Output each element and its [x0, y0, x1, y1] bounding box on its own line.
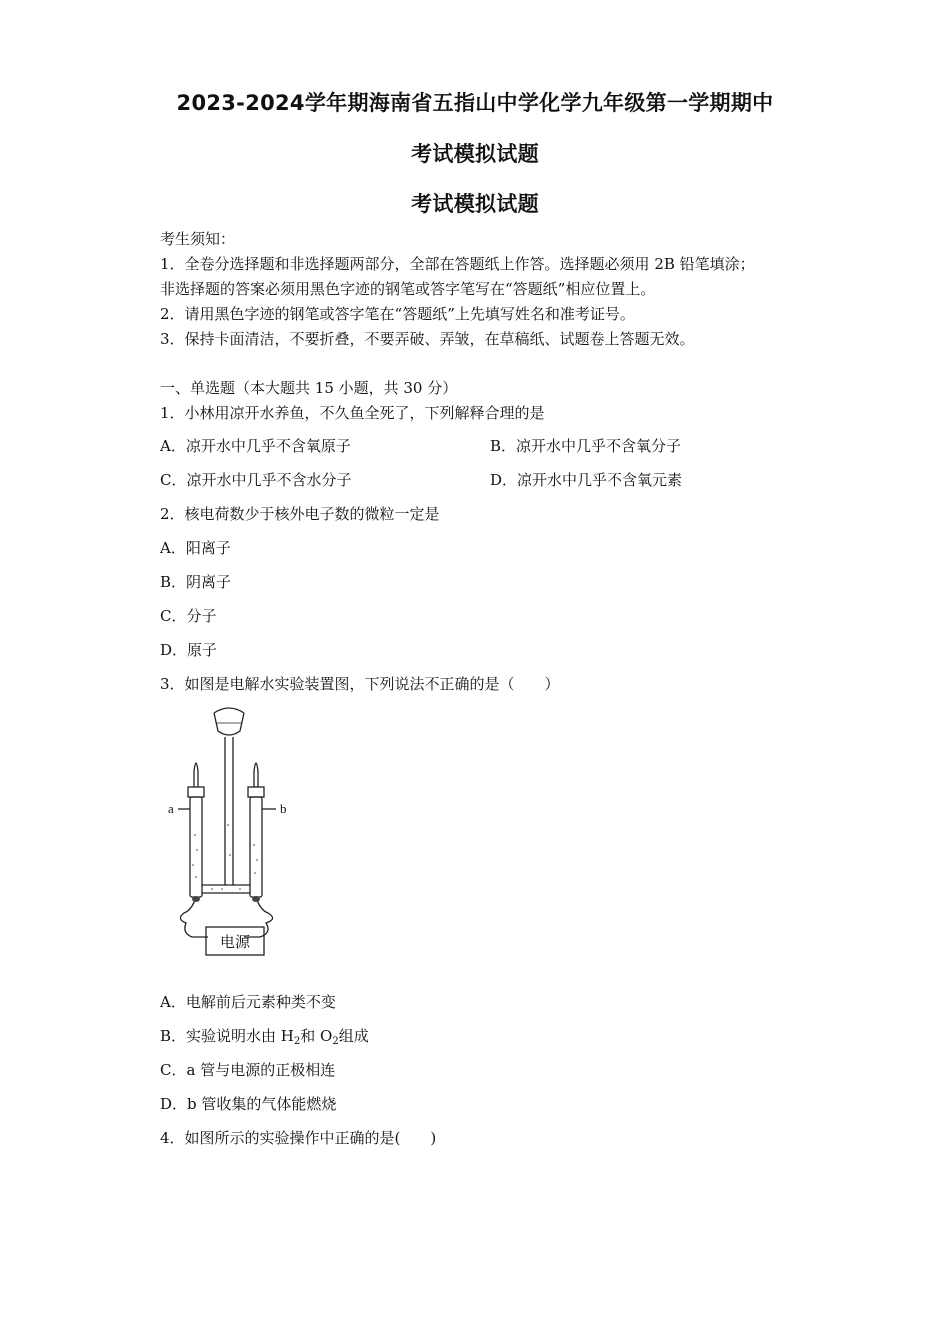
q1-stem: 1．小林用凉开水养鱼，不久鱼全死了，下列解释合理的是 [160, 404, 545, 422]
q3-option-b-sub1: 2 [293, 1036, 301, 1047]
notice-heading: 考生须知： [160, 230, 236, 248]
notice-item-3: 3．保持卡面清洁，不要折叠，不要弄破、弄皱，在草稿纸、试题卷上答题无效。 [160, 330, 695, 348]
q3-option-b-mid: 和 O [300, 1027, 333, 1045]
electrolysis-apparatus-figure [162, 705, 302, 965]
q1-option-a: A．凉开水中几乎不含氧原子 [160, 437, 351, 455]
notice-item-1a: 1．全卷分选择题和非选择题两部分，全部在答题纸上作答。选择题必须用 2B 铅笔填涂； [160, 255, 755, 273]
tube-label-b: b [280, 801, 287, 816]
q2-stem: 2．核电荷数少于核外电子数的微粒一定是 [160, 505, 440, 523]
q2-option-a: A．阳离子 [160, 539, 231, 557]
notice-item-2: 2．请用黑色字迹的钢笔或答字笔在“答题纸”上先填写姓名和准考证号。 [160, 305, 635, 323]
q2-option-b: B．阴离子 [160, 573, 232, 591]
q1-option-d: D．凉开水中几乎不含氧元素 [490, 471, 683, 489]
q1-option-c: C．凉开水中几乎不含水分子 [160, 471, 352, 489]
q3-option-d: D．b 管收集的气体能燃烧 [160, 1095, 337, 1113]
q2-option-d: D．原子 [160, 641, 218, 659]
q2-option-c: C．分子 [160, 607, 217, 625]
q1-option-b: B．凉开水中几乎不含氧分子 [490, 437, 682, 455]
q3-option-b-sub2: 2 [332, 1036, 339, 1047]
q4-stem: 4．如图所示的实验操作中正确的是( ) [160, 1129, 437, 1147]
q3-option-b-pre: B．实验说明水由 H [160, 1027, 294, 1045]
q3-option-b-post: 组成 [338, 1027, 369, 1045]
exam-title-line1: 2023-2024学年期海南省五指山中学化学九年级第一学期期中 [176, 91, 774, 115]
notice-item-1b: 非选择题的答案必须用黑色字迹的钢笔或答字笔写在“答题纸”相应位置上。 [160, 280, 656, 298]
tube-label-a: a [168, 801, 174, 816]
q3-stem: 3．如图是电解水实验装置图，下列说法不正确的是（ ） [160, 675, 560, 693]
q3-option-b [160, 1025, 369, 1047]
q3-option-a: A．电解前后元素种类不变 [160, 993, 336, 1011]
power-source-label: 电源 [219, 933, 251, 951]
exam-title-line3: 考试模拟试题 [411, 192, 539, 216]
exam-title-line2: 考试模拟试题 [411, 142, 539, 166]
q3-option-c: C．a 管与电源的正极相连 [160, 1061, 336, 1079]
section-heading: 一、单选题（本大题共 15 小题，共 30 分） [160, 379, 458, 397]
